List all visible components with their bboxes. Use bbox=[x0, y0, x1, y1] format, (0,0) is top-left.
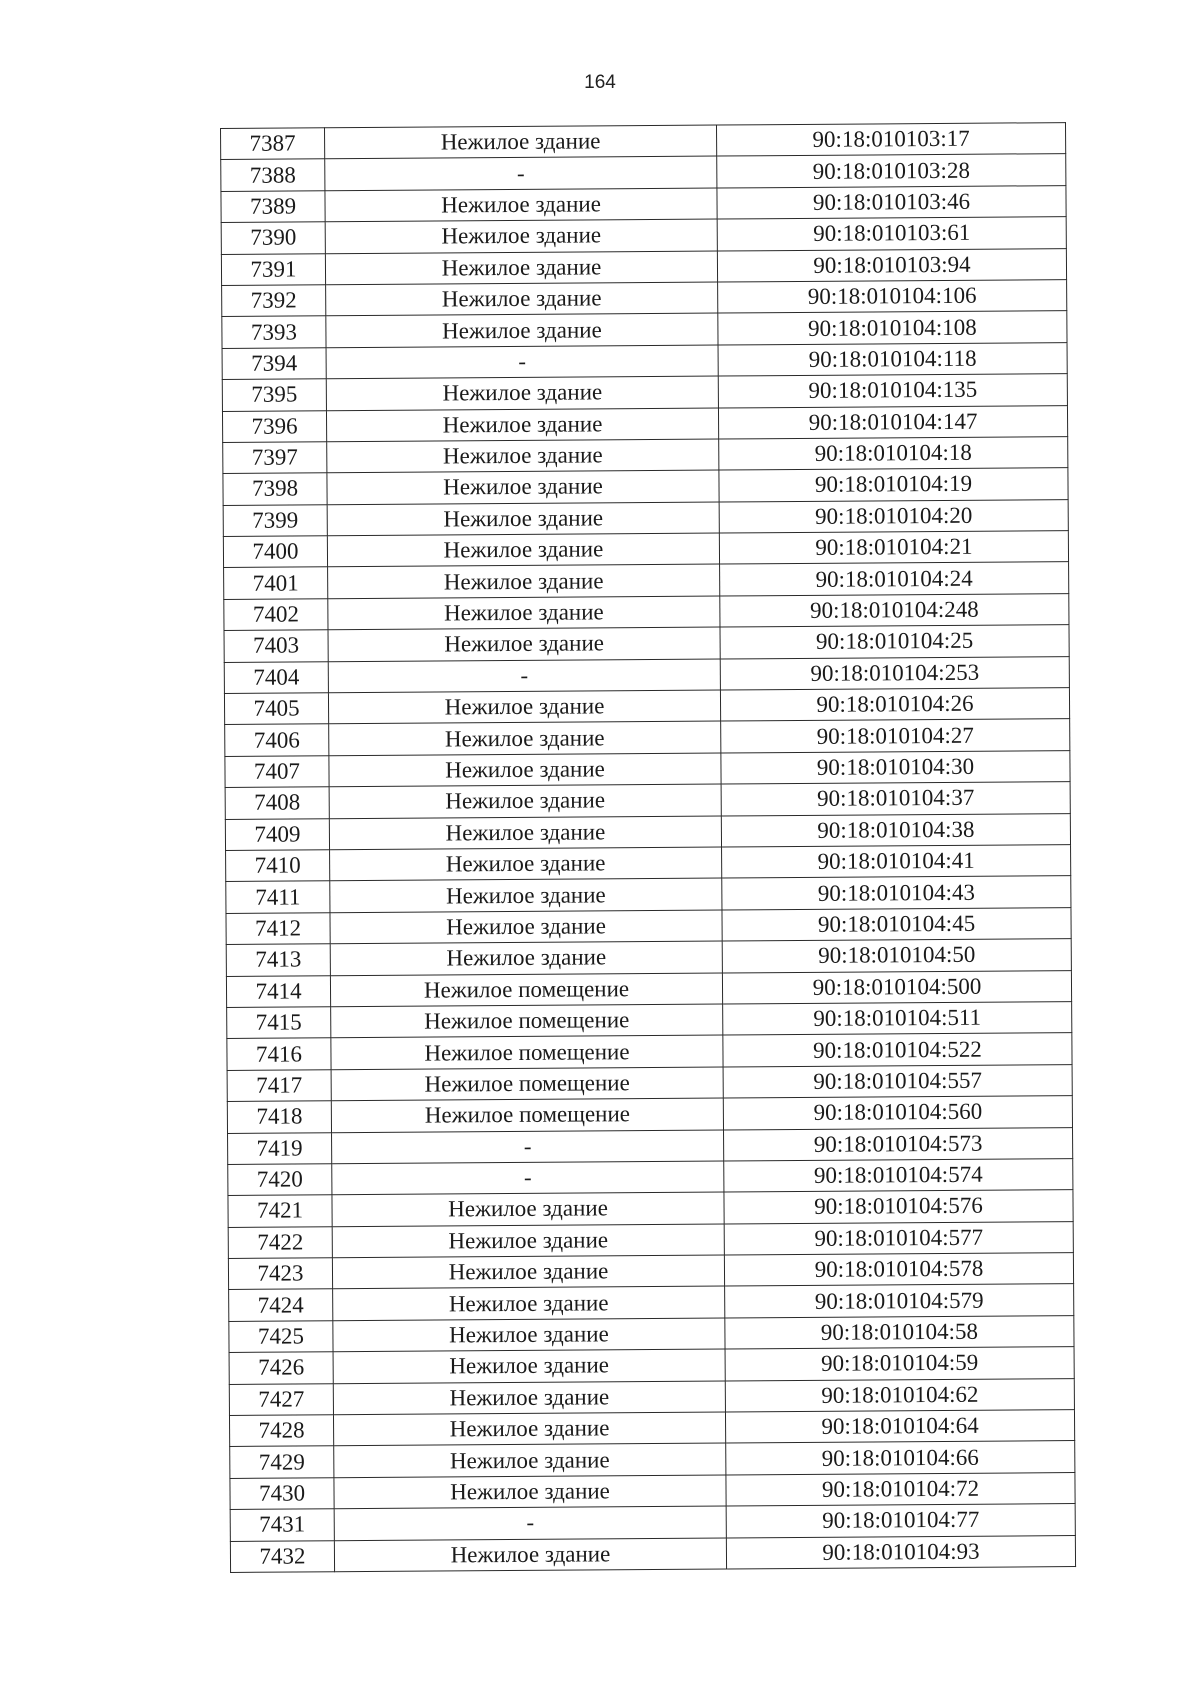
object-type-cell: Нежилое здание bbox=[332, 1224, 724, 1258]
object-type-cell: Нежилое здание bbox=[333, 1412, 725, 1446]
object-type-cell: Нежилое здание bbox=[328, 564, 720, 598]
cadastral-number-cell: 90:18:010104:18 bbox=[719, 436, 1068, 470]
object-type-cell: Нежилое здание bbox=[328, 596, 720, 630]
cadastral-number-cell: 90:18:010103:94 bbox=[717, 248, 1066, 282]
cadastral-number-cell: 90:18:010104:573 bbox=[724, 1127, 1073, 1161]
cadastral-number-cell: 90:18:010104:135 bbox=[718, 374, 1067, 408]
object-type-cell: Нежилое помещение bbox=[331, 1004, 723, 1038]
row-number-cell: 7407 bbox=[225, 756, 329, 788]
object-type-cell: Нежилое здание bbox=[334, 1475, 726, 1509]
row-number-cell: 7410 bbox=[226, 850, 330, 882]
object-type-cell: Нежилое здание bbox=[327, 470, 719, 504]
row-number-cell: 7426 bbox=[229, 1352, 333, 1384]
row-number-cell: 7429 bbox=[230, 1446, 334, 1478]
object-type-cell: Нежилое здание bbox=[325, 251, 717, 285]
row-number-cell: 7427 bbox=[229, 1383, 333, 1415]
row-number-cell: 7399 bbox=[223, 504, 327, 536]
object-type-cell: Нежилое здание bbox=[326, 313, 718, 347]
row-number-cell: 7406 bbox=[225, 724, 329, 756]
cadastral-number-cell: 90:18:010104:20 bbox=[719, 499, 1068, 533]
row-number-cell: 7392 bbox=[222, 285, 326, 317]
row-number-cell: 7412 bbox=[226, 913, 330, 945]
row-number-cell: 7400 bbox=[223, 536, 327, 568]
cadastral-number-cell: 90:18:010104:522 bbox=[723, 1033, 1072, 1067]
object-type-cell: Нежилое здание bbox=[327, 533, 719, 567]
object-type-cell: Нежилое здание bbox=[329, 816, 721, 850]
cadastral-number-cell: 90:18:010103:61 bbox=[717, 217, 1066, 251]
object-type-cell: Нежилое здание bbox=[333, 1318, 725, 1352]
row-number-cell: 7418 bbox=[227, 1101, 331, 1133]
row-number-cell: 7405 bbox=[224, 693, 328, 725]
object-type-cell: - bbox=[326, 345, 718, 379]
cadastral-number-cell: 90:18:010104:577 bbox=[724, 1221, 1073, 1255]
row-number-cell: 7425 bbox=[229, 1321, 333, 1353]
cadastral-number-cell: 90:18:010104:77 bbox=[726, 1504, 1075, 1538]
row-number-cell: 7414 bbox=[226, 975, 330, 1007]
row-number-cell: 7388 bbox=[221, 159, 325, 191]
row-number-cell: 7431 bbox=[230, 1509, 334, 1541]
row-number-cell: 7404 bbox=[224, 661, 328, 693]
object-type-cell: - bbox=[332, 1130, 724, 1164]
row-number-cell: 7411 bbox=[226, 881, 330, 913]
object-type-cell: - bbox=[328, 659, 720, 693]
row-number-cell: 7391 bbox=[221, 253, 325, 285]
cadastral-number-cell: 90:18:010104:72 bbox=[726, 1472, 1075, 1506]
table-row bbox=[230, 1535, 1075, 1572]
row-number-cell: 7402 bbox=[224, 599, 328, 631]
row-number-cell: 7397 bbox=[223, 442, 327, 474]
object-type-cell: Нежилое здание bbox=[326, 282, 718, 316]
object-type-cell: Нежилое здание bbox=[329, 753, 721, 787]
object-type-cell: Нежилое помещение bbox=[330, 973, 722, 1007]
row-number-cell: 7401 bbox=[224, 567, 328, 599]
cadastral-number-cell: 90:18:010104:25 bbox=[720, 625, 1069, 659]
row-number-cell: 7416 bbox=[227, 1038, 331, 1070]
object-type-cell: Нежилое здание bbox=[334, 1443, 726, 1477]
cadastral-number-cell: 90:18:010104:579 bbox=[725, 1284, 1074, 1318]
row-number-cell: 7423 bbox=[228, 1258, 332, 1290]
object-type-cell: Нежилое здание bbox=[326, 376, 718, 410]
row-number-cell: 7393 bbox=[222, 316, 326, 348]
table-body bbox=[221, 123, 1076, 1573]
page-number: 164 bbox=[584, 72, 616, 93]
cadastral-number-cell: 90:18:010104:511 bbox=[723, 1002, 1072, 1036]
cadastral-number-cell: 90:18:010104:27 bbox=[721, 719, 1070, 753]
object-type-cell: Нежилое здание bbox=[328, 627, 720, 661]
object-type-cell: Нежилое помещение bbox=[331, 1098, 723, 1132]
row-number-cell: 7428 bbox=[229, 1415, 333, 1447]
object-type-cell: - bbox=[334, 1506, 726, 1540]
object-type-cell: Нежилое здание bbox=[327, 439, 719, 473]
row-number-cell: 7415 bbox=[227, 1007, 331, 1039]
object-type-cell: Нежилое здание bbox=[325, 125, 717, 159]
cadastral-number-cell: 90:18:010104:37 bbox=[721, 782, 1070, 816]
cadastral-number-cell: 90:18:010104:578 bbox=[724, 1253, 1073, 1287]
cadastral-number-cell: 90:18:010104:574 bbox=[724, 1158, 1073, 1192]
object-type-cell: Нежилое здание bbox=[325, 188, 717, 222]
row-number-cell: 7422 bbox=[228, 1226, 332, 1258]
object-type-cell: Нежилое здание bbox=[326, 408, 718, 442]
cadastral-number-cell: 90:18:010104:66 bbox=[726, 1441, 1075, 1475]
cadastral-number-cell: 90:18:010104:41 bbox=[722, 845, 1071, 879]
object-type-cell: - bbox=[332, 1161, 724, 1195]
row-number-cell: 7432 bbox=[230, 1540, 334, 1572]
object-type-cell: Нежилое здание bbox=[328, 690, 720, 724]
cadastral-number-cell: 90:18:010104:64 bbox=[725, 1410, 1074, 1444]
cadastral-number-cell: 90:18:010104:253 bbox=[720, 656, 1069, 690]
row-number-cell: 7420 bbox=[228, 1164, 332, 1196]
object-type-cell: - bbox=[325, 156, 717, 190]
row-number-cell: 7389 bbox=[221, 191, 325, 223]
object-type-cell: Нежилое здание bbox=[332, 1192, 724, 1226]
row-number-cell: 7394 bbox=[222, 347, 326, 379]
row-number-cell: 7430 bbox=[230, 1478, 334, 1510]
cadastral-number-cell: 90:18:010104:59 bbox=[725, 1347, 1074, 1381]
object-type-cell: Нежилое здание bbox=[333, 1381, 725, 1415]
row-number-cell: 7396 bbox=[222, 410, 326, 442]
cadastral-number-cell: 90:18:010104:45 bbox=[722, 907, 1071, 941]
cadastral-number-cell: 90:18:010103:28 bbox=[717, 154, 1066, 188]
cadastral-number-cell: 90:18:010104:576 bbox=[724, 1190, 1073, 1224]
cadastral-number-cell: 90:18:010104:38 bbox=[721, 813, 1070, 847]
object-type-cell: Нежилое здание bbox=[327, 502, 719, 536]
cadastral-number-cell: 90:18:010104:50 bbox=[722, 939, 1071, 973]
cadastral-number-cell: 90:18:010104:248 bbox=[720, 593, 1069, 627]
row-number-cell: 7387 bbox=[221, 128, 325, 160]
cadastral-number-cell: 90:18:010104:43 bbox=[722, 876, 1071, 910]
cadastral-number-cell: 90:18:010104:118 bbox=[718, 342, 1067, 376]
object-type-cell: Нежилое помещение bbox=[331, 1067, 723, 1101]
object-type-cell: Нежилое здание bbox=[333, 1286, 725, 1320]
cadastral-number-cell: 90:18:010104:26 bbox=[720, 688, 1069, 722]
row-number-cell: 7419 bbox=[228, 1132, 332, 1164]
row-number-cell: 7390 bbox=[221, 222, 325, 254]
property-registry-table bbox=[220, 122, 1076, 1573]
row-number-cell: 7421 bbox=[228, 1195, 332, 1227]
object-type-cell: Нежилое здание bbox=[333, 1349, 725, 1383]
object-type-cell: Нежилое здание bbox=[334, 1538, 726, 1572]
object-type-cell: Нежилое помещение bbox=[331, 1035, 723, 1069]
cadastral-number-cell: 90:18:010104:93 bbox=[726, 1535, 1075, 1569]
cadastral-number-cell: 90:18:010104:24 bbox=[720, 562, 1069, 596]
cadastral-number-cell: 90:18:010104:147 bbox=[718, 405, 1067, 439]
row-number-cell: 7398 bbox=[223, 473, 327, 505]
row-number-cell: 7413 bbox=[226, 944, 330, 976]
cadastral-number-cell: 90:18:010104:106 bbox=[718, 280, 1067, 314]
cadastral-number-cell: 90:18:010104:62 bbox=[725, 1378, 1074, 1412]
cadastral-number-cell: 90:18:010104:500 bbox=[722, 970, 1071, 1004]
cadastral-number-cell: 90:18:010104:108 bbox=[718, 311, 1067, 345]
row-number-cell: 7395 bbox=[222, 379, 326, 411]
cadastral-number-cell: 90:18:010104:30 bbox=[721, 750, 1070, 784]
cadastral-number-cell: 90:18:010104:19 bbox=[719, 468, 1068, 502]
cadastral-number-cell: 90:18:010103:46 bbox=[717, 185, 1066, 219]
object-type-cell: Нежилое здание bbox=[325, 219, 717, 253]
cadastral-number-cell: 90:18:010104:21 bbox=[719, 531, 1068, 565]
object-type-cell: Нежилое здание bbox=[330, 941, 722, 975]
cadastral-number-cell: 90:18:010103:17 bbox=[716, 123, 1065, 157]
object-type-cell: Нежилое здание bbox=[330, 847, 722, 881]
cadastral-number-cell: 90:18:010104:557 bbox=[723, 1064, 1072, 1098]
object-type-cell: Нежилое здание bbox=[330, 910, 722, 944]
object-type-cell: Нежилое здание bbox=[329, 721, 721, 755]
object-type-cell: Нежилое здание bbox=[332, 1255, 724, 1289]
object-type-cell: Нежилое здание bbox=[330, 878, 722, 912]
cadastral-number-cell: 90:18:010104:58 bbox=[725, 1315, 1074, 1349]
row-number-cell: 7409 bbox=[225, 818, 329, 850]
row-number-cell: 7403 bbox=[224, 630, 328, 662]
row-number-cell: 7424 bbox=[229, 1289, 333, 1321]
row-number-cell: 7417 bbox=[227, 1069, 331, 1101]
row-number-cell: 7408 bbox=[225, 787, 329, 819]
object-type-cell: Нежилое здание bbox=[329, 784, 721, 818]
cadastral-number-cell: 90:18:010104:560 bbox=[723, 1096, 1072, 1130]
